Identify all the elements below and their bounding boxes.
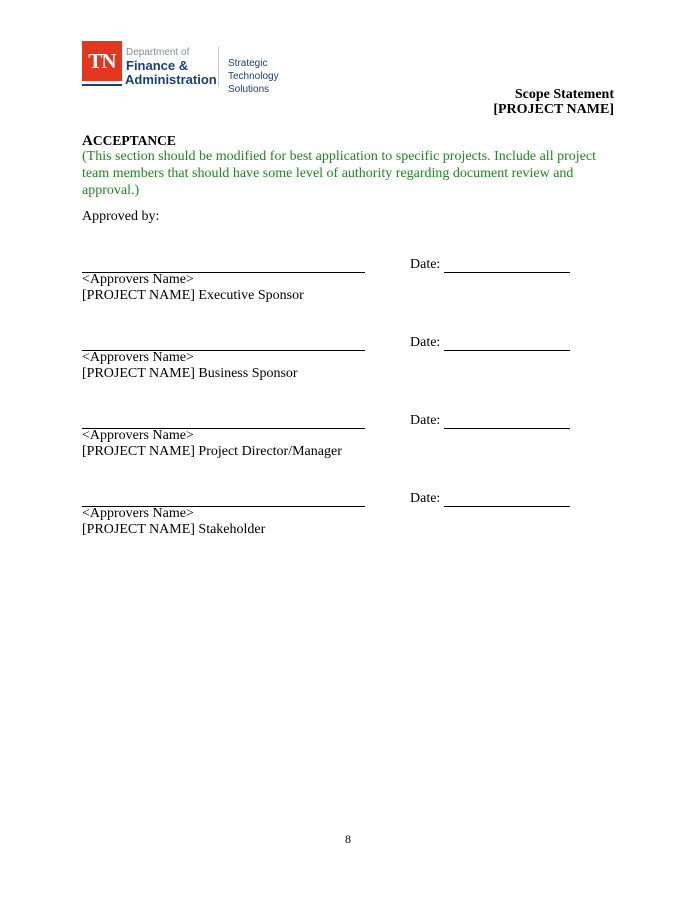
date-label: Date: <box>410 257 441 272</box>
section-heading-rest: CCEPTANCE <box>92 133 176 148</box>
logo-administration: Administration <box>125 72 217 87</box>
document-header <box>493 87 614 117</box>
tn-logo-mark: TN <box>82 41 122 81</box>
date-line[interactable] <box>444 350 570 351</box>
agency-logo <box>82 41 322 95</box>
approver-name: <Approvers Name> <box>82 350 194 365</box>
approver-name: <Approvers Name> <box>82 272 194 287</box>
date-label: Date: <box>410 335 441 350</box>
approved-by-label: Approved by: <box>82 209 160 224</box>
approver-block <box>82 506 265 538</box>
logo-strategic: Strategic <box>228 58 268 69</box>
date-label: Date: <box>410 413 441 428</box>
logo-department-of: Department of <box>126 47 190 58</box>
approver-block <box>82 428 342 460</box>
approver-name: <Approvers Name> <box>82 506 194 521</box>
logo-technology-solutions: Technology Solutions <box>228 71 279 95</box>
section-heading-initial: A <box>82 133 93 149</box>
logo-underline <box>82 84 122 86</box>
approver-block <box>82 272 304 304</box>
document-project-name: [PROJECT NAME] <box>493 102 614 117</box>
date-line[interactable] <box>444 506 570 507</box>
logo-divider <box>218 47 219 87</box>
date-line[interactable] <box>444 428 570 429</box>
date-line[interactable] <box>444 272 570 273</box>
approver-role: [PROJECT NAME] Project Director/Manager <box>82 444 342 459</box>
approver-name: <Approvers Name> <box>82 428 194 443</box>
approver-role: [PROJECT NAME] Business Sponsor <box>82 366 298 381</box>
logo-finance: Finance & <box>126 58 189 73</box>
logo-strategic-technology-solutions <box>228 57 322 96</box>
page-number: 8 <box>345 832 351 846</box>
approver-role: [PROJECT NAME] Stakeholder <box>82 522 266 537</box>
approver-block <box>82 350 298 382</box>
date-label: Date: <box>410 491 441 506</box>
approver-role: [PROJECT NAME] Executive Sponsor <box>82 288 304 303</box>
section-instruction: (This section should be modified for best application to specific projects. Include all project team members that should have some level of authority regarding document review and approval.) <box>82 149 596 198</box>
document-title: Scope Statement <box>514 87 614 102</box>
